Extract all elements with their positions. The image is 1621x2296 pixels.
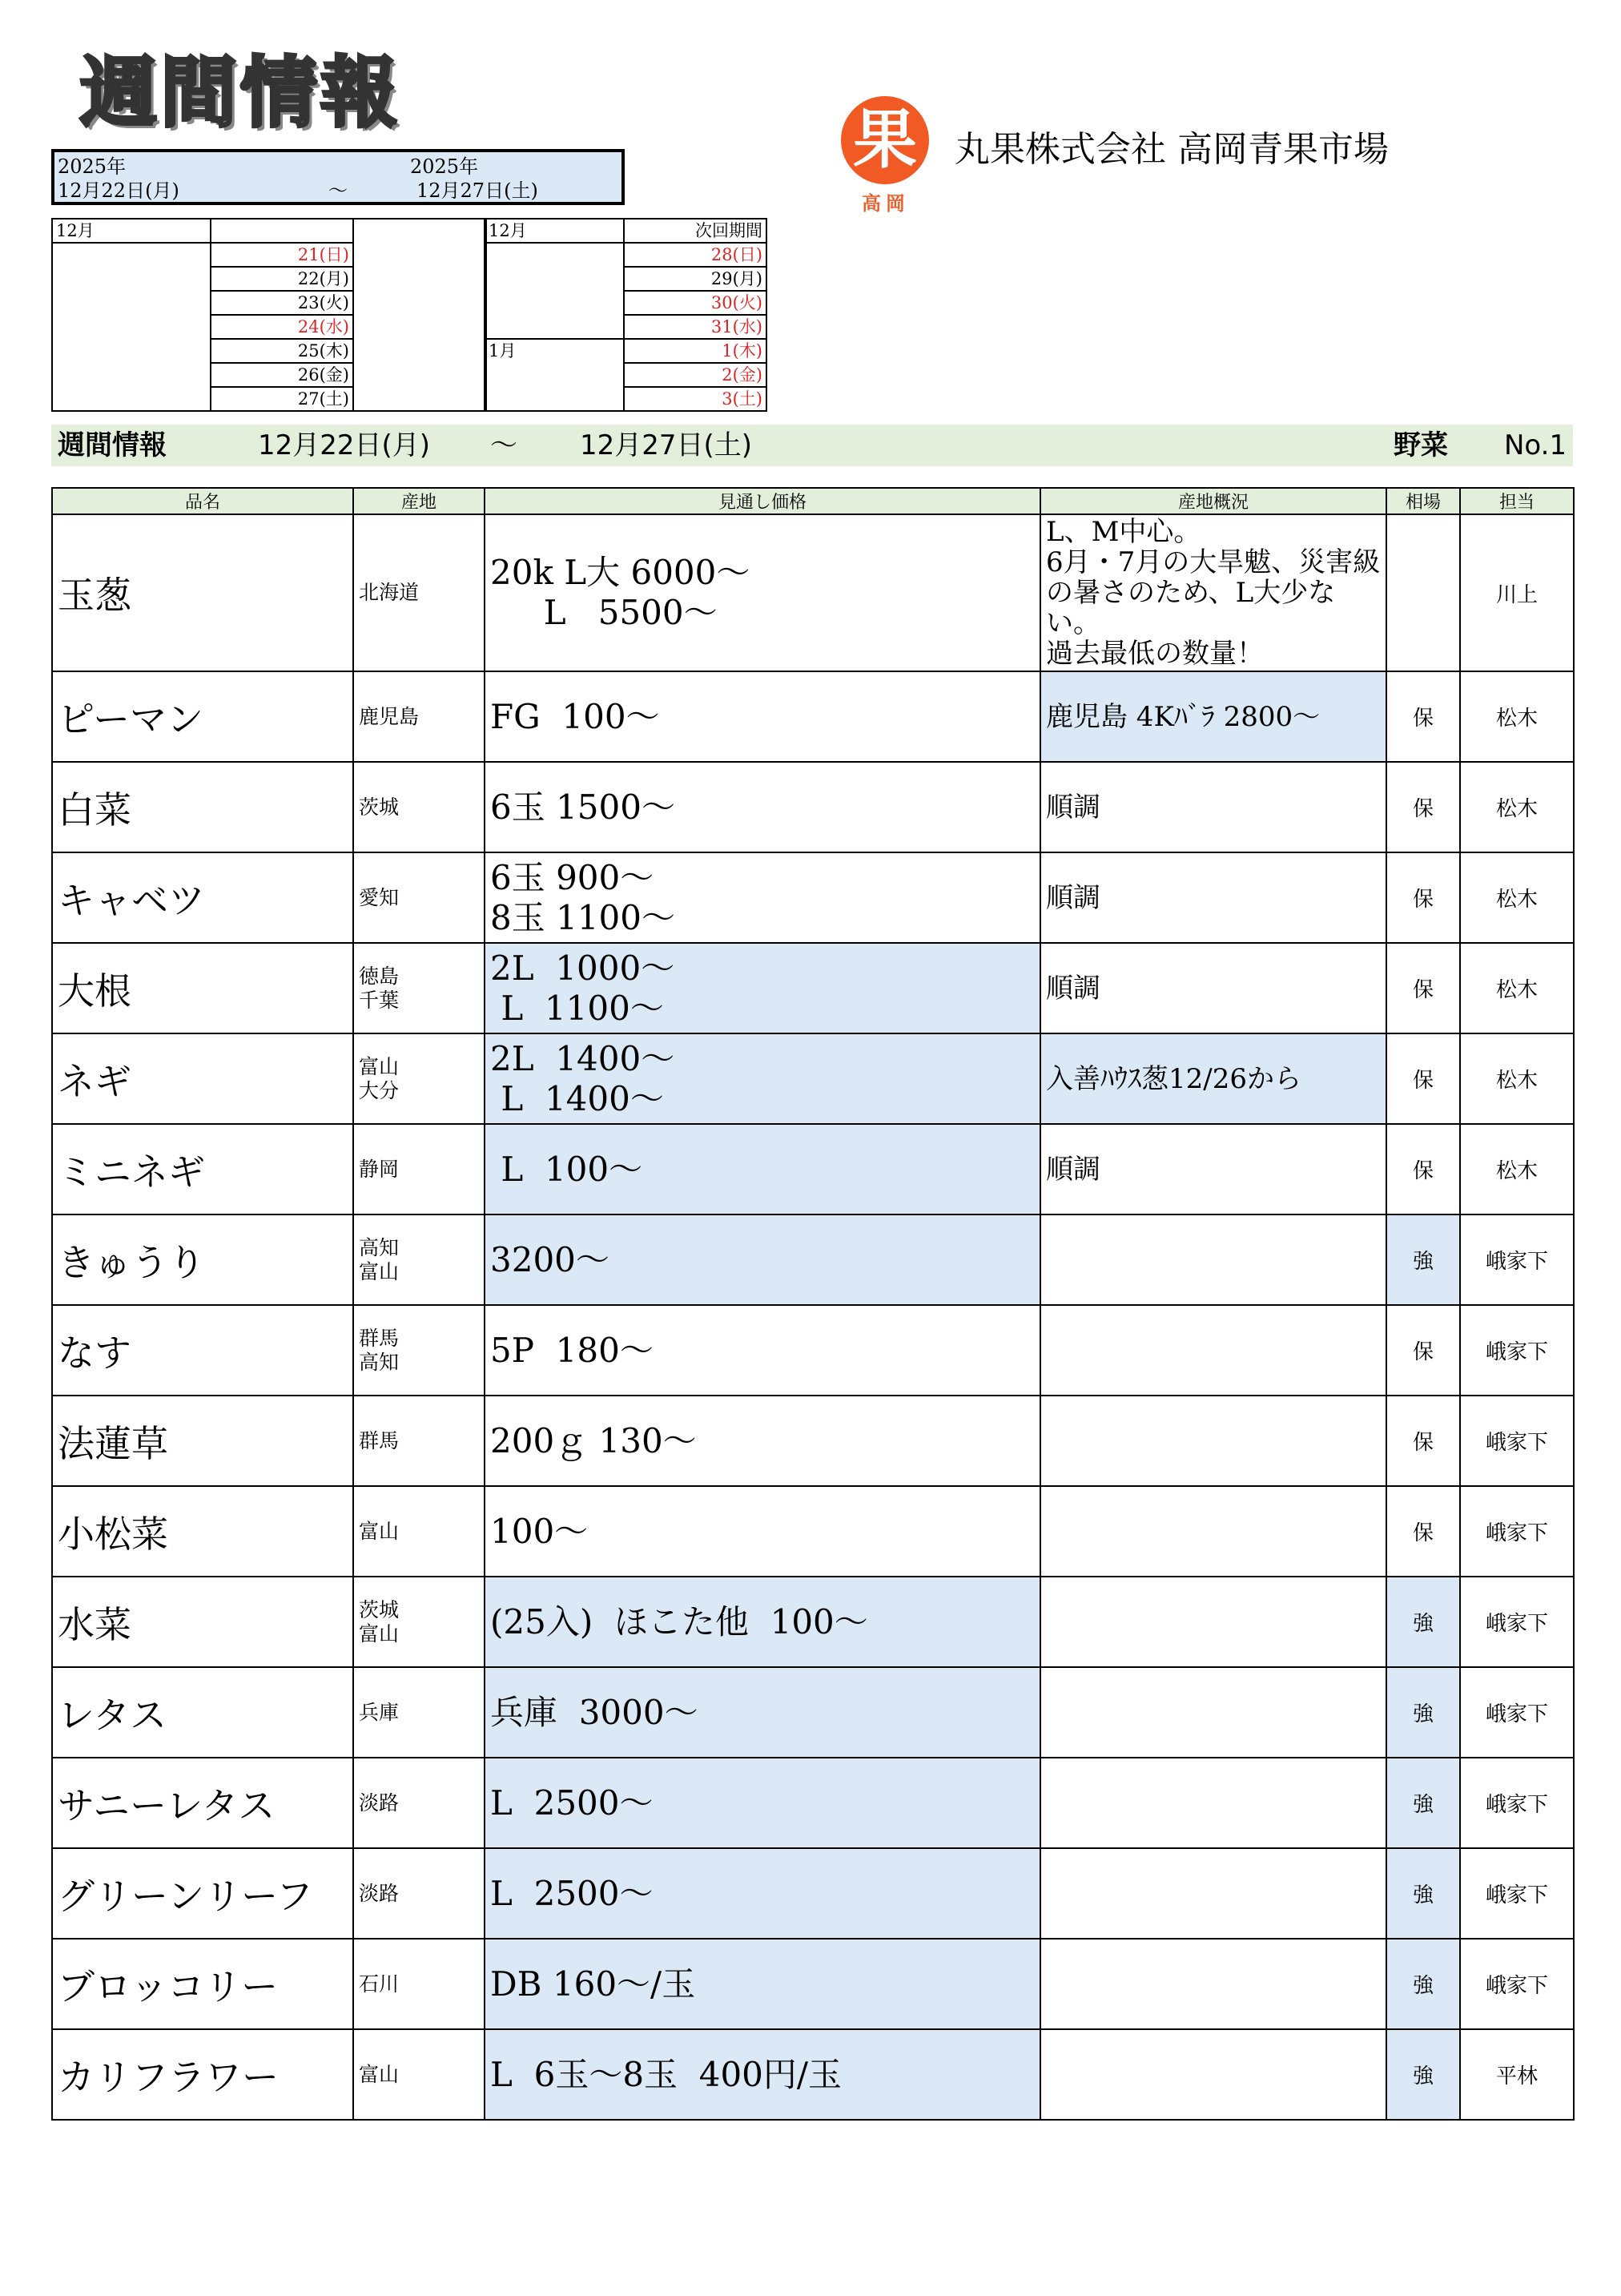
item-staff: 峨家下 [1460,1214,1574,1305]
calendar-day: 21(日) [211,243,353,267]
table-row [52,1667,1574,1758]
item-origin: 淡路 [353,1848,485,1939]
page-title: 週間情報 [80,48,400,138]
item-staff: 峨家下 [1460,1577,1574,1667]
item-condition [1040,1486,1386,1577]
item-price: 100～ [485,1486,1040,1577]
table-row [52,1577,1574,1667]
item-staff: 松木 [1460,671,1574,762]
item-price: L 2500～ [485,1848,1040,1939]
col-header-market: 相場 [1386,488,1460,514]
calendar-left [51,218,487,412]
calendar-day: 25(木) [211,339,353,363]
table-row [52,671,1574,762]
item-name: 玉葱 [52,514,353,671]
item-staff: 峨家下 [1460,1848,1574,1939]
item-market: 強 [1386,1577,1460,1667]
item-condition [1040,1305,1386,1396]
col-header-origin: 産地 [353,488,485,514]
weekly-header-band [51,425,1573,466]
item-price: 200ｇ 130～ [485,1396,1040,1486]
item-staff: 松木 [1460,1124,1574,1214]
band-start: 12月22日(月) [258,429,431,461]
item-market: 強 [1386,2029,1460,2120]
item-price: 6玉 1500～ [485,762,1040,852]
price-table [51,487,1575,2121]
item-staff: 峨家下 [1460,1305,1574,1396]
item-name: 白菜 [52,762,353,852]
item-origin: 富山 大分 [353,1033,485,1124]
item-staff: 峨家下 [1460,1486,1574,1577]
item-price: 2L 1400～ L 1400～ [485,1033,1040,1124]
item-staff: 松木 [1460,943,1574,1033]
calendar-day: 3(土) [624,387,766,411]
item-price: 6玉 900～ 8玉 1100～ [485,852,1040,943]
table-header-row [52,488,1574,514]
band-label: 週間情報 [58,429,167,461]
range-start-date: 12月22日(月) [58,179,179,202]
table-row [52,1305,1574,1396]
item-market: 強 [1386,1667,1460,1758]
item-name: ミニネギ [52,1124,353,1214]
calendar-day: 29(月) [624,267,766,291]
item-condition [1040,1214,1386,1305]
item-condition [1040,1939,1386,2029]
item-market: 保 [1386,1305,1460,1396]
calendar-right [484,218,767,412]
item-name: キャベツ [52,852,353,943]
item-origin: 富山 [353,1486,485,1577]
table-row [52,1033,1574,1124]
item-price: 3200～ [485,1214,1040,1305]
band-tilde: ～ [490,429,517,461]
item-name: ブロッコリー [52,1939,353,2029]
col-header-staff: 担当 [1460,488,1574,514]
calendar-day: 28(日) [624,243,766,267]
item-name: 法蓮草 [52,1396,353,1486]
item-condition: 順調 [1040,943,1386,1033]
item-market: 保 [1386,1124,1460,1214]
table-row [52,1939,1574,2029]
item-market: 保 [1386,762,1460,852]
col-header-price: 見通し価格 [485,488,1040,514]
range-start-year: 2025年 [58,155,127,178]
calendar-month-left: 12月 [52,219,211,243]
item-staff: 峨家下 [1460,1396,1574,1486]
item-name: グリーンリーフ [52,1848,353,1939]
table-row [52,1124,1574,1214]
table-row [52,852,1574,943]
table-row [52,1214,1574,1305]
item-market: 保 [1386,852,1460,943]
item-condition: 入善ﾊｳｽ葱12/26から [1040,1033,1386,1124]
band-end: 12月27日(土) [580,429,753,461]
item-condition: 鹿児島 4Kﾊﾞﾗ 2800～ [1040,671,1386,762]
item-condition [1040,2029,1386,2120]
calendar-day: 2(金) [624,363,766,387]
item-staff: 松木 [1460,852,1574,943]
item-price: 兵庫 3000～ [485,1667,1040,1758]
item-price: 5P 180～ [485,1305,1040,1396]
item-market: 保 [1386,1396,1460,1486]
item-origin: 徳島 千葉 [353,943,485,1033]
table-row [52,1396,1574,1486]
item-condition: L、M中心。 6月・7月の大旱魃、災害級の暑さのため、L大少ない。 過去最低の数量！ [1040,514,1386,671]
item-condition [1040,1848,1386,1939]
item-price: L 2500～ [485,1758,1040,1848]
item-price: (25入) ほこた他 100～ [485,1577,1040,1667]
item-name: 小松菜 [52,1486,353,1577]
item-condition: 順調 [1040,852,1386,943]
item-origin: 鹿児島 [353,671,485,762]
table-row [52,1848,1574,1939]
date-range-box [51,149,625,205]
item-origin: 石川 [353,1939,485,2029]
item-market [1386,514,1460,671]
table-row [52,2029,1574,2120]
calendar-day: 22(月) [211,267,353,291]
item-market: 保 [1386,943,1460,1033]
item-name: なす [52,1305,353,1396]
item-name: きゅうり [52,1214,353,1305]
col-header-condition: 産地概況 [1040,488,1386,514]
col-header-name: 品名 [52,488,353,514]
table-row [52,943,1574,1033]
item-market: 強 [1386,1214,1460,1305]
item-condition [1040,1577,1386,1667]
item-condition [1040,1667,1386,1758]
item-origin: 富山 [353,2029,485,2120]
table-row [52,1758,1574,1848]
calendar-day: 23(火) [211,291,353,315]
item-condition: 順調 [1040,762,1386,852]
calendar-day: 26(金) [211,363,353,387]
range-end-year: 2025年 [410,155,479,178]
range-end-date: 12月27日(土) [416,179,538,202]
item-name: 大根 [52,943,353,1033]
item-origin: 群馬 高知 [353,1305,485,1396]
item-condition: 順調 [1040,1124,1386,1214]
item-condition [1040,1396,1386,1486]
item-price: 20k L大 6000～ L 5500～ [485,514,1040,671]
item-market: 保 [1386,1486,1460,1577]
calendar-month-right: 12月 [485,219,624,243]
range-tilde: ～ [328,179,348,202]
item-staff: 峨家下 [1460,1667,1574,1758]
item-name: ネギ [52,1033,353,1124]
item-name: カリフラワー [52,2029,353,2120]
next-period-label: 次回期間 [624,219,766,243]
item-staff: 松木 [1460,762,1574,852]
item-staff: 松木 [1460,1033,1574,1124]
item-market: 強 [1386,1758,1460,1848]
band-category: 野菜 [1394,429,1448,461]
item-origin: 高知 富山 [353,1214,485,1305]
item-market: 保 [1386,1033,1460,1124]
calendar-day: 24(水) [211,315,353,339]
item-staff: 川上 [1460,514,1574,671]
item-name: サニーレタス [52,1758,353,1848]
item-price: L 6玉～8玉 400円/玉 [485,2029,1040,2120]
item-market: 保 [1386,671,1460,762]
item-origin: 静岡 [353,1124,485,1214]
item-origin: 淡路 [353,1758,485,1848]
item-price: DB 160～/玉 [485,1939,1040,2029]
company-name: 丸果株式会社 高岡青果市場 [955,129,1389,170]
calendar-day: 1(木) [624,339,766,363]
calendar-day: 31(水) [624,315,766,339]
calendar-day: 30(火) [624,291,766,315]
item-name: 水菜 [52,1577,353,1667]
company-logo-sub: 高岡 [862,191,910,215]
item-name: レタス [52,1667,353,1758]
calendar-day: 27(土) [211,387,353,411]
item-staff: 峨家下 [1460,1939,1574,2029]
item-market: 強 [1386,1848,1460,1939]
item-origin: 群馬 [353,1396,485,1486]
item-condition [1040,1758,1386,1848]
item-origin: 兵庫 [353,1667,485,1758]
item-staff: 平林 [1460,2029,1574,2120]
calendar-jan-label: 1月 [485,339,624,411]
item-origin: 茨城 [353,762,485,852]
item-origin: 愛知 [353,852,485,943]
table-row [52,762,1574,852]
item-staff: 峨家下 [1460,1758,1574,1848]
item-origin: 北海道 [353,514,485,671]
item-price: L 100～ [485,1124,1040,1214]
item-origin: 茨城 富山 [353,1577,485,1667]
band-number: No.1 [1504,429,1567,461]
table-row [52,514,1574,671]
company-logo: 果 [841,96,929,184]
item-market: 強 [1386,1939,1460,2029]
item-price: FG 100～ [485,671,1040,762]
item-price: 2L 1000～ L 1100～ [485,943,1040,1033]
table-row [52,1486,1574,1577]
item-name: ピーマン [52,671,353,762]
